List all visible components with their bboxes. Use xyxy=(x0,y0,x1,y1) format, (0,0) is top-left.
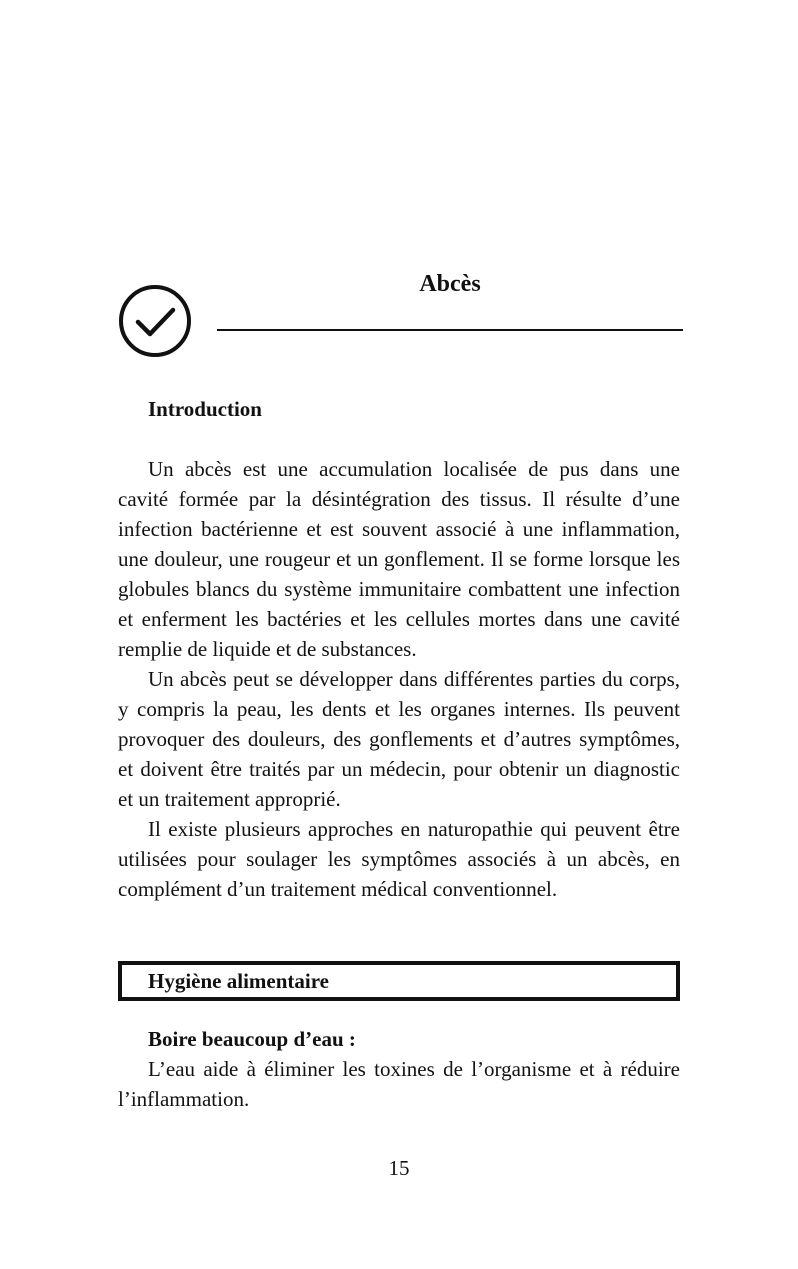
page-number: 15 xyxy=(388,1156,410,1180)
introduction-heading: Introduction xyxy=(148,397,262,421)
intro-paragraph-3: Il existe plusieurs approches en naturopathie qui peuvent être utilisées pour soulager les symptômes associés à un abcès, en complément d’un traitement médical conventionnel. xyxy=(118,817,680,901)
introduction-body xyxy=(118,454,680,904)
water-heading: Boire beaucoup d’eau : xyxy=(148,1027,356,1051)
intro-paragraph-1: Un abcès est une accumulation localisée de pus dans une cavité formée par la désintégration des tissus. Il résulte d’une infection bactérienne et est souvent associé à une inflammation, une douleur, une rougeur et un gonflement. Il se forme lorsque les globules blancs du système immunitaire combattent une infection et enferment les bactéries et les cellules mortes dans une cavité remplie de liquide et de substances. xyxy=(118,457,680,661)
check-circle-icon xyxy=(118,284,192,358)
water-text: L’eau aide à éliminer les toxines de l’organisme et à réduire l’inflammation. xyxy=(118,1057,680,1111)
section-heading: Hygiène alimentaire xyxy=(148,969,329,993)
intro-paragraph-2: Un abcès peut se développer dans différentes parties du corps, y compris la peau, les dents et les organes internes. Ils peuvent provoquer des douleurs, des gonflements et d’autres symptômes, et doivent être traités par un médecin, pour obtenir un diagnostic et un traitement approprié. xyxy=(118,667,680,811)
chapter-title: Abcès xyxy=(419,271,481,297)
title-underline xyxy=(217,329,683,331)
water-block xyxy=(118,1024,680,1114)
section-box xyxy=(118,961,680,1001)
